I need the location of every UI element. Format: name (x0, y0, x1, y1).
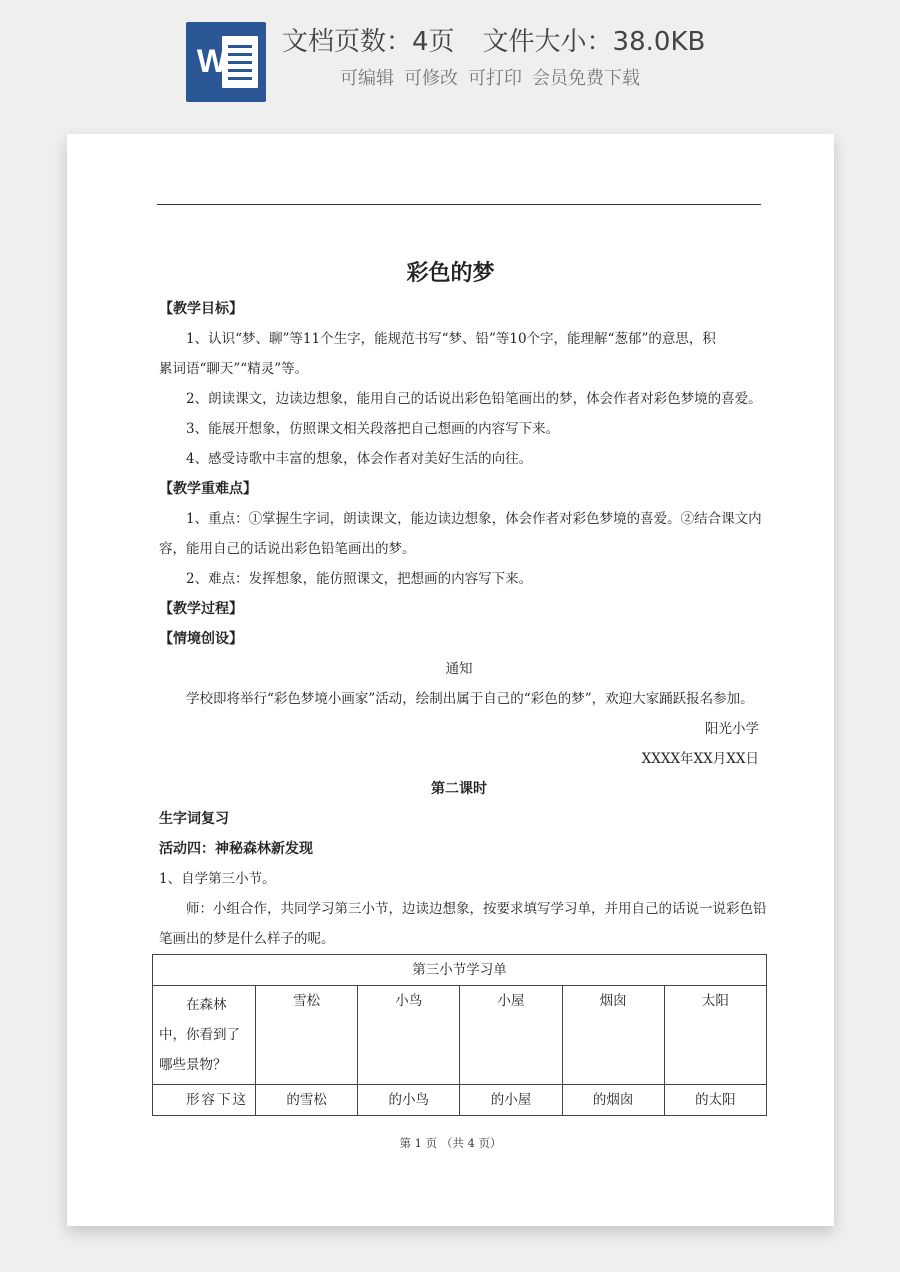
section-heading: 【教学目标】 (159, 301, 243, 317)
table-item-cell: 小鸟 (358, 986, 460, 1085)
feature-member-download: 会员免费下载 (532, 68, 640, 89)
table-description-cell: 的太阳 (664, 1085, 766, 1116)
body-text-line: 3、能展开想象，仿照课文相关段落把自己想画的内容写下来。 (186, 421, 560, 437)
body-text-line: 2、朗读课文，边读边想象，能用自己的话说出彩色铅笔画出的梦，体会作者对彩色梦境的喜爱。 (186, 391, 762, 407)
word-letter: W (196, 43, 228, 79)
body-text-line: 师：小组合作，共同学习第三小节，边读边想象，按要求填写学习单，并用自己的话说一说彩色铅 (186, 901, 767, 917)
feature-modifiable: 可修改 (404, 68, 458, 89)
table-description-cell: 的小鸟 (358, 1085, 460, 1116)
body-text-line: 学校即将举行“彩色梦境小画家”活动，绘制出属于自己的“彩色的梦”，欢迎大家踊跃报名参加。 (186, 691, 754, 707)
study-sheet-table (152, 954, 767, 1116)
body-text-line: 1、自学第三小节。 (159, 871, 276, 887)
section-heading: 活动四：神秘森林新发现 (159, 841, 313, 857)
table-item-cell: 太阳 (664, 986, 766, 1085)
feature-editable: 可编辑 (340, 68, 394, 89)
body-text-line: 4、感受诗歌中丰富的想象，体会作者对美好生活的向往。 (186, 451, 533, 467)
table-item-cell: 烟囱 (562, 986, 664, 1085)
section-heading: 【情境创设】 (159, 631, 243, 647)
feature-printable: 可打印 (468, 68, 522, 89)
table-description-cell: 的雪松 (256, 1085, 358, 1116)
body-text-line: XXXX年XX月XX日 (641, 751, 759, 767)
word-document-icon (186, 22, 266, 102)
body-text-line: 容，能用自己的话说出彩色铅笔画出的梦。 (159, 541, 416, 557)
section-heading: 第二课时 (431, 781, 487, 797)
body-text-line: 1、重点：①掌握生字词，朗读课文，能边读边想象，体会作者对彩色梦境的喜爱。②结合课文内 (186, 511, 762, 527)
table-caption: 第三小节学习单 (153, 955, 767, 986)
body-text-line: 1、认识“梦、聊”等11个生字，能规范书写“梦、铅”等10个字，能理解“葱郁”的意思，积 (186, 331, 716, 347)
document-title: 彩色的梦 (406, 261, 495, 286)
page-count: 文档页数：4页 (282, 27, 455, 57)
body-text-line: 笔画出的梦是什么样子的呢。 (159, 931, 335, 947)
body-text-line: 通知 (445, 661, 473, 677)
table-description-cell: 的烟囱 (562, 1085, 664, 1116)
body-text-line: 累词语“聊天”“精灵”等。 (159, 361, 309, 377)
body-text-line: 阳光小学 (705, 721, 759, 737)
section-heading: 【教学重难点】 (159, 481, 257, 497)
download-banner (0, 0, 900, 120)
table-describe-label: 形容下这 (153, 1085, 256, 1116)
table-item-cell: 雪松 (256, 986, 358, 1085)
table-description-cell: 的小屋 (460, 1085, 562, 1116)
file-size: 文件大小：38.0KB (482, 27, 706, 57)
section-heading: 【教学过程】 (159, 601, 243, 617)
page-footer: 第 1 页 （共 4 页） (399, 1136, 502, 1150)
table-item-cell: 小屋 (460, 986, 562, 1085)
section-heading: 生字词复习 (159, 811, 229, 827)
table-question-cell: 在森林中，你看到了哪些景物？ (153, 986, 256, 1085)
header-rule (157, 204, 761, 205)
file-stats (282, 22, 705, 62)
feature-list (340, 64, 650, 94)
document-page (67, 134, 834, 1226)
body-text-line: 2、难点：发挥想象，能仿照课文，把想画的内容写下来。 (186, 571, 533, 587)
